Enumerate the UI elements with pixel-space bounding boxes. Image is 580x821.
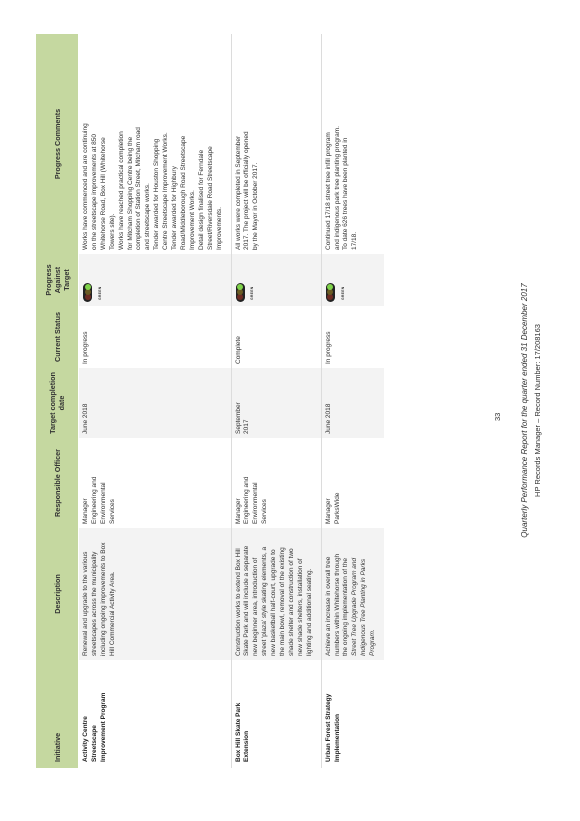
cell-line: Engineering and [243, 476, 251, 524]
cell-line: Environmental [252, 482, 260, 524]
cell-line: Streetscape [90, 725, 98, 762]
footer-title: Quarterly Performance Report for the quarter ended 31 December 2017 [520, 283, 529, 538]
header-status: Current Status [36, 306, 79, 368]
status-cell [79, 306, 232, 368]
cell-line: by the Mayor in October 2017. [252, 162, 260, 250]
cell-line: the main bowl, removal of the existing [279, 547, 287, 656]
header-initiative: Initiative [36, 660, 79, 768]
cell-line: Manager [324, 498, 332, 524]
cell-line: and indigenous park tree planting program. [333, 126, 341, 250]
cell-line: Manager [82, 498, 89, 524]
table-body [79, 34, 385, 768]
progress-cell [321, 254, 384, 306]
cell-line: Street/Riversdale Road Streetscape [206, 146, 214, 250]
cell-line: Activity Centre [82, 716, 89, 762]
progress-status-label: GREEN [340, 286, 345, 300]
cell-line: Achieve an increase in overall tree [324, 556, 332, 656]
cell-line: 2017. The project will be officially opened [243, 131, 251, 250]
cell-line: on the streetscape improvements at 850 [90, 134, 98, 250]
cell-line: Improvements. [215, 207, 223, 250]
cell-text: In progress [82, 331, 89, 364]
initiative-cell [79, 660, 232, 768]
cell-line: numbers within Whitehorse through [333, 553, 341, 656]
performance-table [36, 34, 384, 768]
header-target: Target completion date [36, 368, 79, 438]
traffic-light-dot [85, 295, 91, 301]
progress-status-label: GREEN [97, 286, 102, 300]
cell-line: 2017 [243, 419, 251, 434]
cell-text: June 2018 [324, 403, 332, 434]
cell-line: Environmental [99, 482, 107, 524]
cell-line: Towers site). [108, 213, 116, 250]
cell-line: All works were completed in September [234, 135, 242, 250]
cell-line: Services [108, 499, 116, 524]
initiative-cell [321, 660, 384, 768]
cell-line: Improvement Works. [188, 190, 196, 250]
cell-line: Skate Park and will include a separate [243, 545, 251, 656]
cell-line: ParksWide [333, 492, 341, 524]
cell-line: Works have reached practical completion [117, 131, 125, 250]
traffic-light-icon [236, 283, 245, 302]
cell-line: 17/18. [351, 231, 359, 250]
cell-line: Centre Streetscape Improvement Works. [162, 132, 170, 250]
cell-line: Renewal and upgrade to the various [82, 551, 89, 656]
cell-line: new shade shelters, installation of [296, 558, 304, 656]
officer-cell [231, 438, 321, 528]
target-cell [231, 368, 321, 438]
cell-line: Extension [243, 730, 251, 762]
table-row [321, 34, 384, 768]
cell-line: September [234, 402, 242, 434]
header-description: Description [36, 528, 79, 660]
cell-line: Implementation [333, 713, 341, 762]
traffic-light-dot [237, 295, 243, 301]
table-row [231, 34, 321, 768]
cell-line: completion of Station Street, Mitcham road [135, 127, 143, 250]
cell-line: streetscapes across the municipality [90, 551, 98, 656]
target-cell [321, 368, 384, 438]
cell-line: Road/Middleborough Road Streetscape [179, 135, 187, 250]
cell-line: including ongoing improvements to Box [99, 542, 107, 656]
cell-line: and streetscape works. [144, 183, 152, 250]
status-cell [321, 306, 384, 368]
header-officer: Responsible Officer [36, 438, 79, 528]
cell-line: Program. [369, 629, 377, 656]
cell-text: In progress [324, 331, 332, 364]
cell-line: new beginner area, introduction of [252, 557, 260, 656]
cell-line: Street Tree Upgrade Program and [351, 557, 359, 656]
cell-line: To date 626 trees have been planted in [342, 137, 350, 250]
cell-line: Whitehorse Road, Box Hill (Whitehorse [99, 137, 107, 250]
initiative-cell [231, 660, 321, 768]
cell-line: Indigenous Tree Planting in Parks [360, 558, 368, 656]
description-cell [231, 528, 321, 660]
progress-cell [79, 254, 232, 306]
header-comments: Progress Comments [36, 34, 79, 254]
cell-text: June 2018 [82, 403, 89, 434]
cell-line: Urban Forest Strategy [324, 693, 332, 762]
progress-status-label: GREEN [250, 286, 255, 300]
officer-cell [79, 438, 232, 528]
cell-line: Continued 17/18 street tree infill program [324, 132, 332, 250]
comments-cell [231, 34, 321, 254]
cell-line: Construction works to extend Box Hill [234, 548, 242, 656]
description-cell [321, 528, 384, 660]
comments-cell [321, 34, 384, 254]
cell-line: Tender awarded for Houston Shopping [153, 138, 161, 250]
cell-text: Complete [234, 336, 242, 364]
traffic-light-icon [326, 283, 335, 302]
traffic-light-icon [83, 283, 92, 302]
target-cell [79, 368, 232, 438]
traffic-light-dot [327, 295, 333, 301]
table-row [79, 34, 232, 768]
cell-line: new basketball half-court, upgrade to [270, 549, 278, 656]
cell-line: lighting and additional seating. [305, 568, 313, 656]
cell-line: for Mitcham Shopping Centre being the [126, 136, 134, 250]
cell-line: Engineering and [90, 476, 98, 524]
cell-line: Manager [234, 498, 242, 524]
table-header-row [36, 34, 79, 768]
cell-line: the ongoing implementation of the [342, 558, 350, 656]
cell-line: Hill Commercial Activity Area. [108, 571, 116, 656]
cell-line: Works have commenced and are continuing [82, 123, 89, 250]
status-cell [231, 306, 321, 368]
cell-line: Tender awarded for Highbury [171, 166, 179, 250]
cell-line: Box Hill Skate Park [234, 702, 242, 762]
comments-cell [79, 34, 232, 254]
cell-line: Services [261, 499, 269, 524]
footer-record: HP Records Manager – Record Number: 17/208163 [533, 324, 542, 497]
header-progress: Progress Against Target [36, 254, 79, 306]
description-cell [79, 528, 232, 660]
cell-line: shade shelter and construction of two [287, 548, 295, 656]
cell-line: Improvement Program [99, 692, 107, 762]
page-number: 33 [493, 412, 502, 421]
progress-cell [231, 254, 321, 306]
cell-line: Detail design finalised for Ferndale [197, 149, 205, 250]
cell-line: street 'plaza' style skating elements, a [261, 546, 269, 656]
officer-cell [321, 438, 384, 528]
